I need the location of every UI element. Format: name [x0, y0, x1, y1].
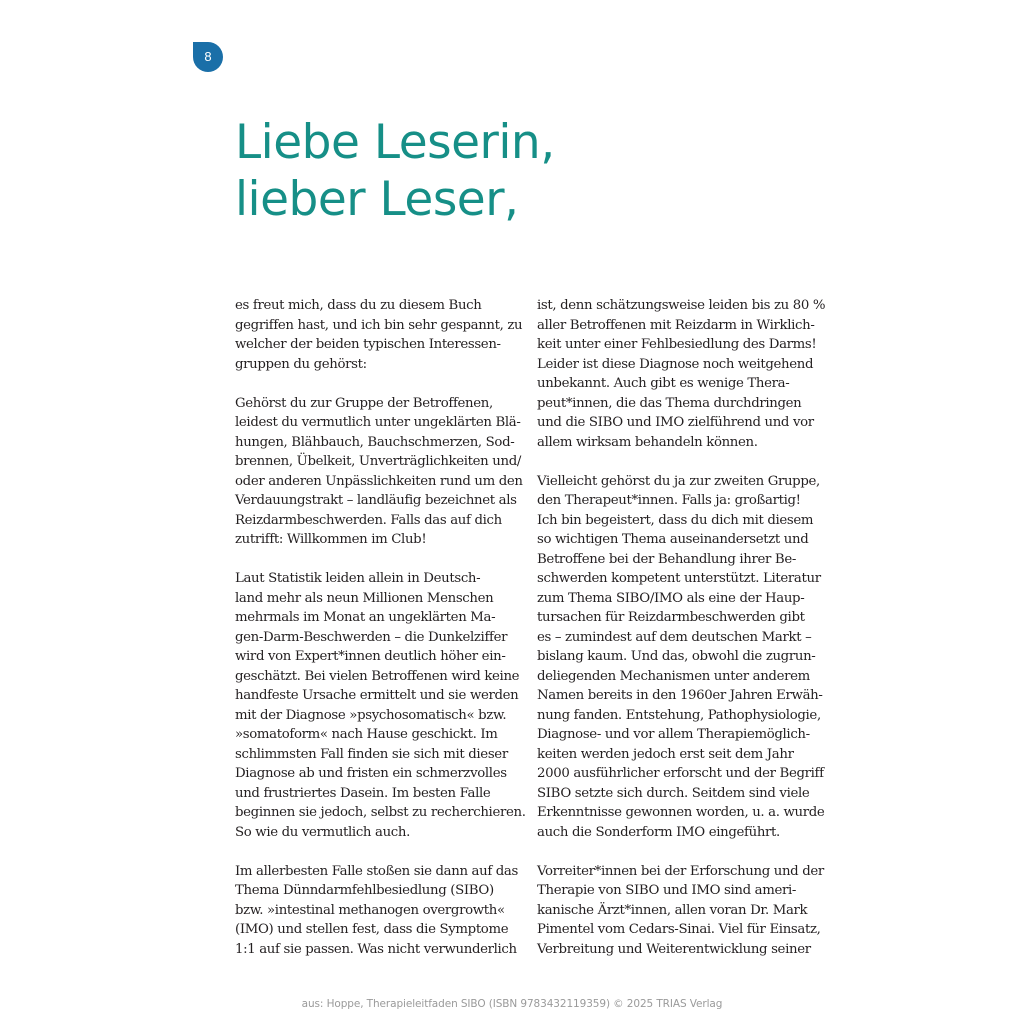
text-line: aller Betroffenen mit Reizdarm in Wirklich-	[537, 317, 815, 333]
heading-line-1: Liebe Leserin,	[235, 115, 555, 170]
text-line: Ich bin begeistert, dass du dich mit diesem	[537, 512, 814, 528]
text-line: beginnen sie jedoch, selbst zu recherchieren.	[235, 805, 526, 820]
text-line: tursachen für Reizdarmbeschwerden gibt	[537, 610, 805, 625]
paragraph	[235, 569, 526, 842]
right-text-column	[537, 296, 826, 959]
left-text-column	[235, 296, 526, 959]
text-line: so wichtigen Thema auseinandersetzt und	[537, 532, 809, 547]
text-line: handfeste Ursache ermittelt und sie werden	[235, 688, 519, 703]
copyright-footer: aus: Hoppe, Therapieleitfaden SIBO (ISBN 9783432119359) © 2025 TRIAS Verlag	[301, 998, 723, 1010]
paragraph-gap	[235, 550, 511, 570]
text-line: SIBO setzte sich durch. Seitdem sind viele	[537, 785, 810, 801]
text-line: gegriffen hast, und ich bin sehr gespannt, zu	[235, 317, 523, 333]
text-line: Betroffene bei der Behandlung ihrer Be-	[537, 551, 796, 567]
text-line: kanische Ärzt*innen, allen voran Dr. Mark	[537, 902, 808, 918]
text-line: 1:1 auf sie passen. Was nicht verwunderlich	[235, 941, 517, 957]
text-line: mehrmals im Monat an ungeklärten Ma-	[235, 610, 496, 625]
text-line: gen-Darm-Beschwerden – die Dunkelziffer	[235, 629, 508, 645]
text-line: Erkenntnisse gewonnen worden, u. a. wurde	[537, 805, 825, 820]
text-line: zutrifft: Willkommen im Club!	[235, 532, 427, 547]
text-line: Therapie von SIBO und IMO sind ameri-	[537, 883, 797, 898]
text-line: allem wirksam behandeln können.	[537, 434, 758, 450]
paragraph	[537, 296, 826, 452]
text-line: es – zumindest auf dem deutschen Markt –	[537, 629, 812, 645]
paragraph-gap	[537, 842, 815, 862]
text-line: Vielleicht gehörst du ja zur zweiten Gruppe,	[537, 473, 820, 489]
text-line: Laut Statistik leiden allein in Deutsch-	[235, 571, 481, 586]
text-line: Reizdarmbeschwerden. Falls das auf dich	[235, 512, 502, 528]
text-line: schwerden kompetent unterstützt. Literatur	[537, 571, 821, 586]
text-line: Pimentel vom Cedars-Sinai. Viel für Einsatz,	[537, 922, 821, 937]
text-line: keit unter einer Fehlbesiedlung des Darms!	[537, 337, 817, 352]
text-line: (IMO) und stellen fest, dass die Symptome	[235, 922, 509, 937]
paragraph	[537, 862, 824, 960]
text-line: oder anderen Unpässlichkeiten rund um den	[235, 473, 523, 489]
paragraph	[235, 296, 523, 374]
text-line: es freut mich, dass du zu diesem Buch	[235, 298, 482, 313]
text-line: So wie du vermutlich auch.	[235, 824, 410, 840]
text-line: mit der Diagnose »psychosomatisch« bzw.	[235, 707, 507, 723]
paragraph	[537, 472, 825, 843]
text-line: und frustriertes Dasein. Im besten Falle	[235, 785, 491, 801]
text-line: Thema Dünndarmfehlbesiedlung (SIBO)	[235, 883, 494, 898]
text-line: auch die Sonderform IMO eingeführt.	[537, 824, 780, 840]
paragraph-gap	[235, 374, 511, 394]
heading-line-2: lieber Leser,	[235, 172, 519, 227]
text-line: Verdauungstrakt – landläufig bezeichnet als	[235, 493, 517, 508]
text-line: land mehr als neun Millionen Menschen	[235, 590, 494, 606]
text-line: 2000 ausführlicher erforscht und der Begriff	[537, 766, 824, 781]
text-line: Im allerbesten Falle stoßen sie dann auf das	[235, 863, 518, 879]
page-number-badge: 8	[193, 42, 223, 72]
text-line: brennen, Übelkeit, Unverträglichkeiten und/	[235, 454, 521, 469]
text-line: hungen, Blähbauch, Bauchschmerzen, Sod-	[235, 434, 515, 450]
text-line: »somatoform« nach Hause geschickt. Im	[235, 727, 498, 742]
text-line: Leider ist diese Diagnose noch weitgehend	[537, 356, 814, 372]
text-line: bislang kaum. Und das, obwohl die zugrun-	[537, 649, 816, 664]
text-line: geschätzt. Bei vielen Betroffenen wird keine	[235, 668, 520, 684]
text-line: leidest du vermutlich unter ungeklärten Blä-	[235, 415, 521, 430]
text-line: deliegenden Mechanismen unter anderem	[537, 668, 810, 684]
text-line: Diagnose ab und fristen ein schmerzvolles	[235, 766, 507, 781]
text-line: Vorreiter*innen bei der Erforschung und der	[537, 863, 824, 879]
text-line: keiten werden jedoch erst seit dem Jahr	[537, 746, 794, 762]
text-line: Verbreitung und Weiterentwicklung seiner	[537, 941, 811, 957]
text-line: zum Thema SIBO/IMO als eine der Haup-	[537, 590, 805, 606]
text-line: und die SIBO und IMO zielführend und vor	[537, 415, 814, 430]
paragraph	[235, 862, 518, 960]
text-line: peut*innen, die das Thema durchdringen	[537, 395, 802, 411]
text-line: Diagnose- und vor allem Therapiemöglich-	[537, 727, 810, 742]
text-line: den Therapeut*innen. Falls ja: großartig!	[537, 493, 801, 508]
paragraph-gap	[235, 842, 511, 862]
page-heading	[235, 114, 555, 228]
text-line: welcher der beiden typischen Interessen-	[235, 337, 501, 352]
text-line: nung fanden. Entstehung, Pathophysiologie,	[537, 707, 821, 723]
text-line: Gehörst du zur Gruppe der Betroffenen,	[235, 395, 493, 411]
paragraph	[235, 394, 523, 550]
text-line: bzw. »intestinal methanogen overgrowth«	[235, 902, 505, 918]
paragraph-gap	[537, 452, 815, 472]
text-line: ist, denn schätzungsweise leiden bis zu 80 %	[537, 298, 826, 313]
text-line: unbekannt. Auch gibt es wenige Thera-	[537, 376, 790, 391]
text-line: gruppen du gehörst:	[235, 356, 367, 372]
text-line: Namen bereits in den 1960er Jahren Erwäh-	[537, 688, 823, 703]
text-line: schlimmsten Fall finden sie sich mit dieser	[235, 746, 508, 762]
text-line: wird von Expert*innen deutlich höher ein-	[235, 649, 506, 664]
